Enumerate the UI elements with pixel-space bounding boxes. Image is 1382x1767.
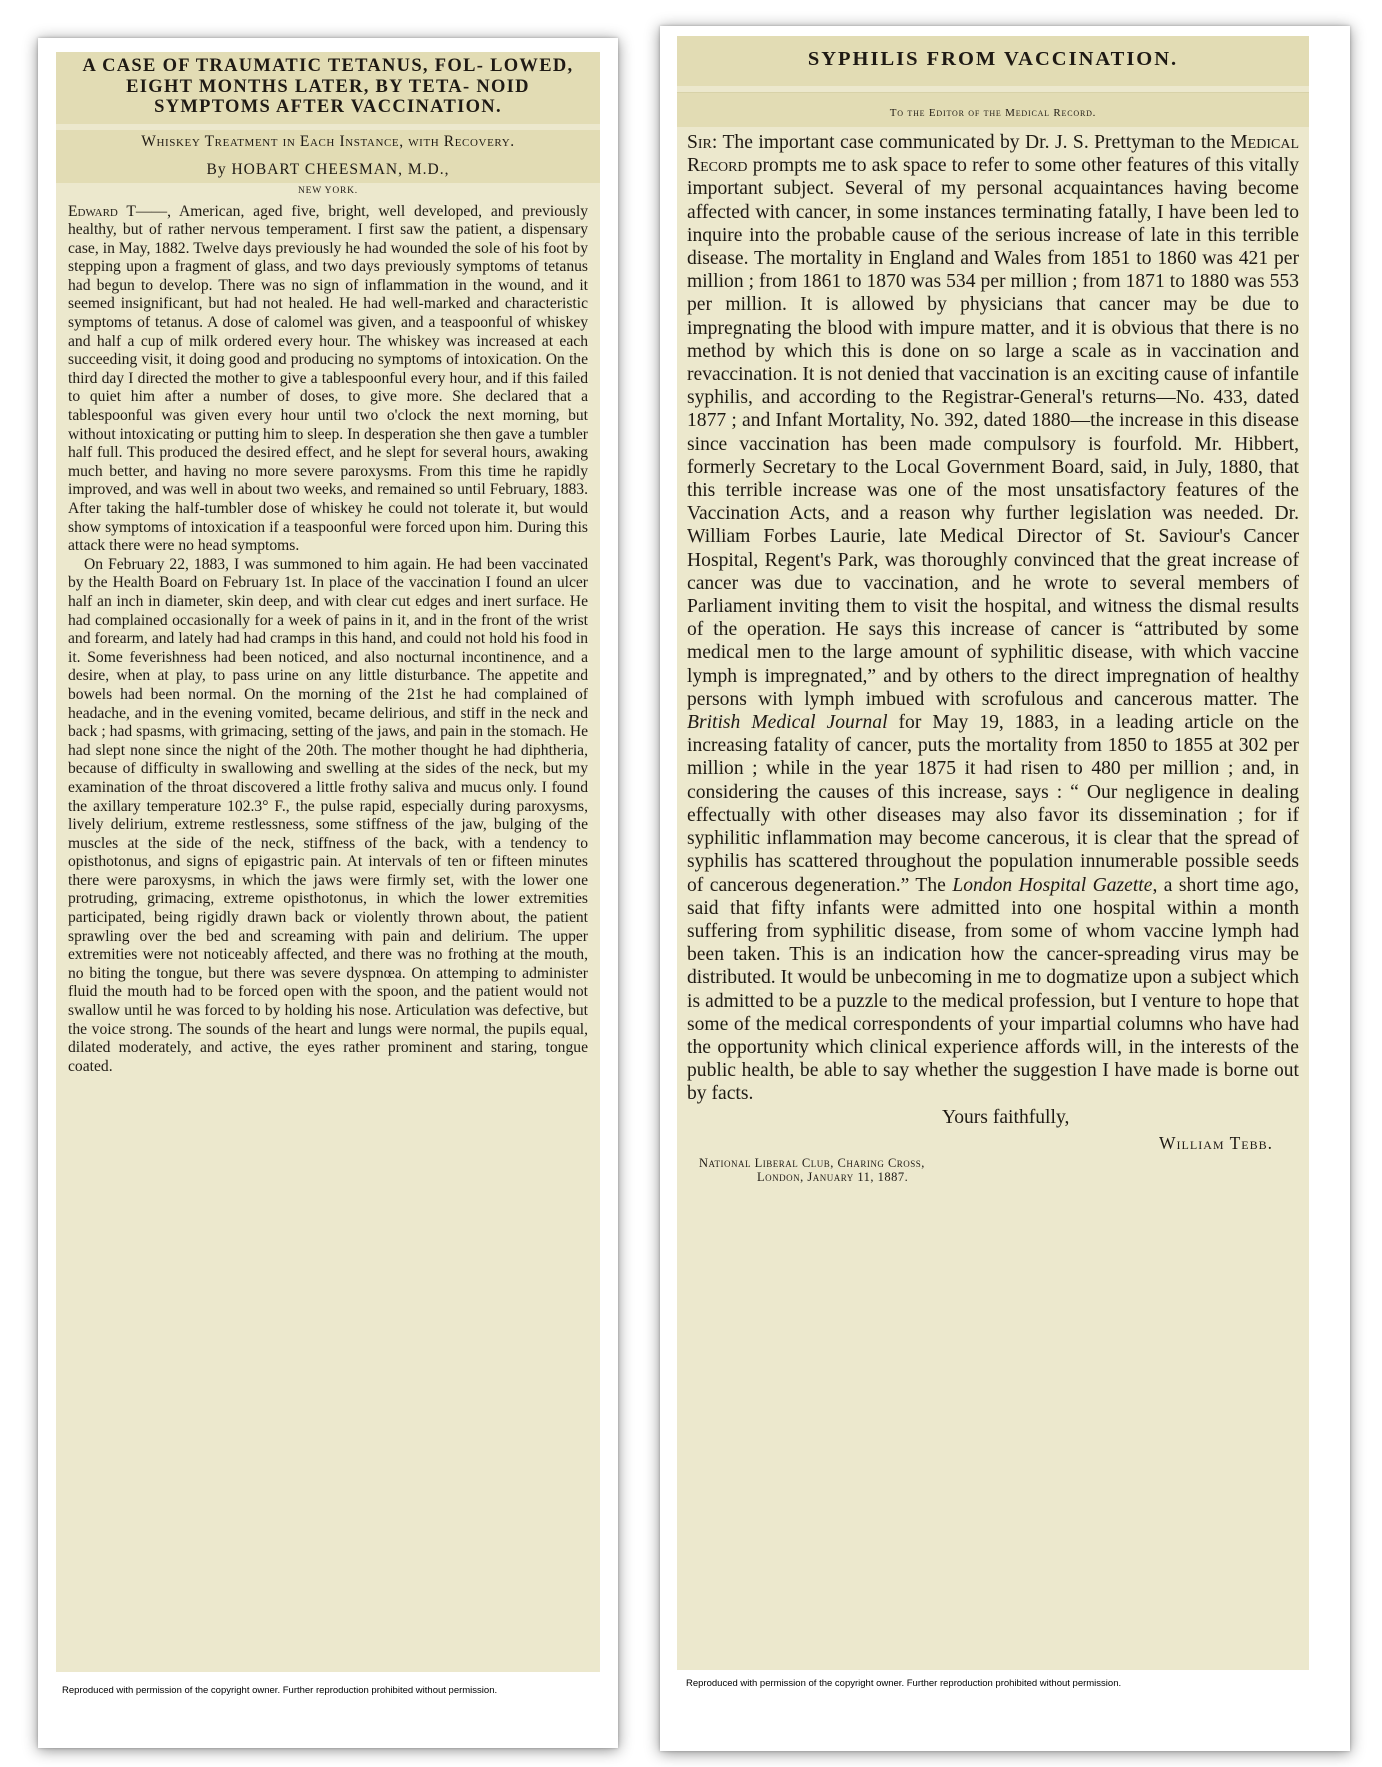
right-article-scan	[677, 36, 1309, 1670]
letter-place-date	[677, 1154, 1309, 1184]
left-paragraph-2: On February 22, 1883, I was summoned to him again. He had been vaccinated by the Health Board on February 1st. In place of the vaccination I found an ulcer half an inch in diameter, skin deep, and with clear cut edges and inert surface. He had complained occasionally for a week of pains in it, and in the front of the wrist and forearm, and lately had had cramps in this hand, and could not hold his food in it. Some feverishness had been noticed, and also nocturnal incontinence, and a desire, when at play, to pass urine on any little disturbance. The appetite and bowels had been normal. On the morning of the 21st he had complained of headache, and in the evening vomited, became delirious, and stiff in the neck and back ; had spasms, with grimacing, setting of the jaws, and pain in the stomach. He had slept none since the night of the 20th. The mother thought he had diphtheria, because of difficulty in swallowing and swelling at the sides of the neck, but my examination of the throat discovered a little frothy saliva and mucus only. I found the axillary temperature 102.3° F., the pulse rapid, especially during paroxysms, lively delirium, extreme restlessness, some stiffness of the jaw, bulging of the muscles at the side of the neck, stiffness of the back, with a tendency to opisthotonus, and signs of epigastric pain. At intervals of ten or fifteen minutes there were paroxysms, in which the jaws were firmly set, with the lower one protruding, grimacing, extreme opisthotonus, in which the lower extremities participated, being rigidly drawn back or violently thrown about, the patient sprawling over the bed and screaming with pain and delirium. The upper extremities were not noticeably affected, and there was no frothing at the mouth, no biting the tongue, but there was severe dyspnœa. On attemping to administer fluid the mouth had to be forced open with the spoon, and the patient would not swallow until he was forced to by holding his nose. Articulation was defective, but the voice strong. The sounds of the heart and lungs were normal, the pupils equal, dilated moderately, and active, the eyes rather prominent and staring, tongue coated.	[68, 555, 588, 1075]
left-article-scan	[56, 52, 600, 1672]
journal-name: Medical Record	[687, 132, 1299, 177]
left-article-body	[56, 199, 600, 1077]
letter-text-c: for May 19, 1883, in a leading article on the increasing fatality of cancer, puts the mortality from 1850 to 1855 at 302 per million ; while in the year 1875 it had risen to 480 per million ; and, in considering the causes of this increase, says : “ Our negligence in dealing effectually with other diseases may also favor its dissemination ; for if syphilitic inflammation may become cancerous, it is clear that the spread of syphilis has scattered throughout the population innumerable possible seeds of cancerous degeneration.” The	[687, 712, 1299, 896]
left-page	[38, 38, 618, 1748]
place-line-1: National Liberal Club, Charing Cross,	[699, 1155, 925, 1170]
left-paragraph-1	[68, 203, 588, 556]
salutation: Sir:	[687, 132, 718, 153]
letter-closing	[677, 1106, 1309, 1129]
left-title-block	[56, 52, 600, 124]
letter-signature: William Tebb.	[1159, 1132, 1273, 1153]
left-copyright-footer: Reproduced with permission of the copyright owner. Further reproduction prohibited without permission.	[62, 1685, 498, 1696]
right-letter-paragraph	[687, 131, 1299, 1106]
place-line-2: London, January 11, 1887.	[757, 1169, 909, 1184]
left-paragraph-1-text: American, aged five, bright, well developed, and previously healthy, but of rather nervous temperament. I first saw the patient, a dispensary case, in May, 1882. Twelve days previously he had wounded the sole of his foot by stepping upon a fragment of glass, and two days previously symptoms of tetanus had begun to develop. There was no sign of inflammation in the wound, and it seemed insignificant, but had not healed. He had well-marked and characteristic symptoms of tetanus. A dose of calomel was given, and a teaspoonful of whiskey and half a cup of milk ordered every hour. The whiskey was increased at each succeeding visit, it doing good and producing no symptoms of intoxication. On the third day I directed the mother to give a tablespoonful every hour, and if this failed to quiet him after a number of doses, to give more. She declared that a tablespoonful was given every hour until two o'clock the next morning, but without intoxicating or putting him to sleep. In desperation she then gave a tumbler half full. This produced the desired effect, and he slept for several hours, awaking much better, and having no more severe paroxysms. From this time he rapidly improved, and was well in about two weeks, and remained so until February, 1883. After taking the half-tumbler dose of whiskey he could not tolerate it, but would show symptoms of intoxication if a teaspoonful were forced upon him. During this attack there were no head symptoms.	[68, 202, 588, 555]
patient-name: Edward T——,	[68, 202, 172, 220]
closing-text: Yours faithfully,	[942, 1106, 1070, 1128]
right-title-block	[677, 36, 1309, 86]
bmj-title: British Medical Journal	[687, 712, 888, 734]
letter-text-b: prompts me to ask space to refer to some other features of this vitally important subject. Several of my personal acquaintances having become affected with cancer, in some instances terminating fatally, I have been led to inquire into the probable cause of the serious increase of late in this terrible disease. The mortality in England and Wales from 1851 to 1860 was 421 per million ; from 1861 to 1870 was 534 per million ; from 1871 to 1880 was 553 per million. It is allowed by physicians that cancer may be due to impregnating the blood with impure matter, and it is obvious that there is no method by which this is done on so large a scale as in vaccination and revaccination. It is not denied that vaccination is an exciting cause of infantile syphilis, and according to the Registrar-General's returns—No. 433, dated 1877 ; and Infant Mortality, No. 392, dated 1880—the increase in this disease since vaccination has been made compulsory is fourfold. Mr. Hibbert, formerly Secretary to the Local Government Board, said, in July, 1880, that this terrible increase was one of the most unsatisfactory features of the Vaccination Acts, and a reason why further legislation was needed. Dr. William Forbes Laurie, late Medical Director of St. Saviour's Cancer Hospital, Regent's Park, was thoroughly convinced that the great increase of cancer was due to vaccination, and he wrote to several members of Parliament inviting them to visit the hospital, and witness the dismal results of the operation. He says this increase of cancer is “attributed by some medical men to the large amount of syphilitic disease, with which vaccine lymph is impregnated,” and by others to the direct impregnation of healthy persons with lymph imbued with scrofulous and cancerous matter. The	[687, 155, 1299, 710]
letter-text-d: , a short time ago, said that fifty infants were admitted into one hospital within a month suffering from syphilitic disease, from some of whom vaccine lymph had been taken. This is an indication how the cancer-spreading virus may be distributed. It would be unbecoming in me to dogmatize upon a subject which is admitted to be a puzzle to the medical profession, but I venture to hope that some of the medical correspondents of your impartial columns who have had the opportunity which clinical experience affords will, in the interests of the public health, be able to say whether the suggestion I have made is borne out by facts.	[687, 874, 1300, 1105]
left-article-subtitle: Whiskey Treatment in Each Instance, with Recovery.	[56, 130, 600, 155]
left-article-location: NEW YORK.	[298, 185, 358, 196]
editor-address: To the Editor of the Medical Record.	[677, 92, 1309, 127]
left-article-title: A CASE OF TRAUMATIC TETANUS, FOL- LOWED, EIGHT MONTHS LATER, BY TETA- NOID SYMPTOMS AFTER VACCINATION.	[82, 56, 574, 117]
lhg-title: London Hospital Gazette	[952, 874, 1153, 896]
right-article-title: SYPHILIS FROM VACCINATION.	[807, 48, 1179, 70]
right-copyright-footer: Reproduced with permission of the copyright owner. Further reproduction prohibited without permission.	[686, 1678, 1122, 1689]
letter-text-a: The important case communicated by Dr. J. S. Prettyman to the	[717, 132, 1231, 153]
right-letter-body	[677, 127, 1309, 1106]
right-page	[660, 26, 1350, 1751]
left-article-byline: By HOBART CHEESMAN, M.D.,	[56, 155, 600, 183]
